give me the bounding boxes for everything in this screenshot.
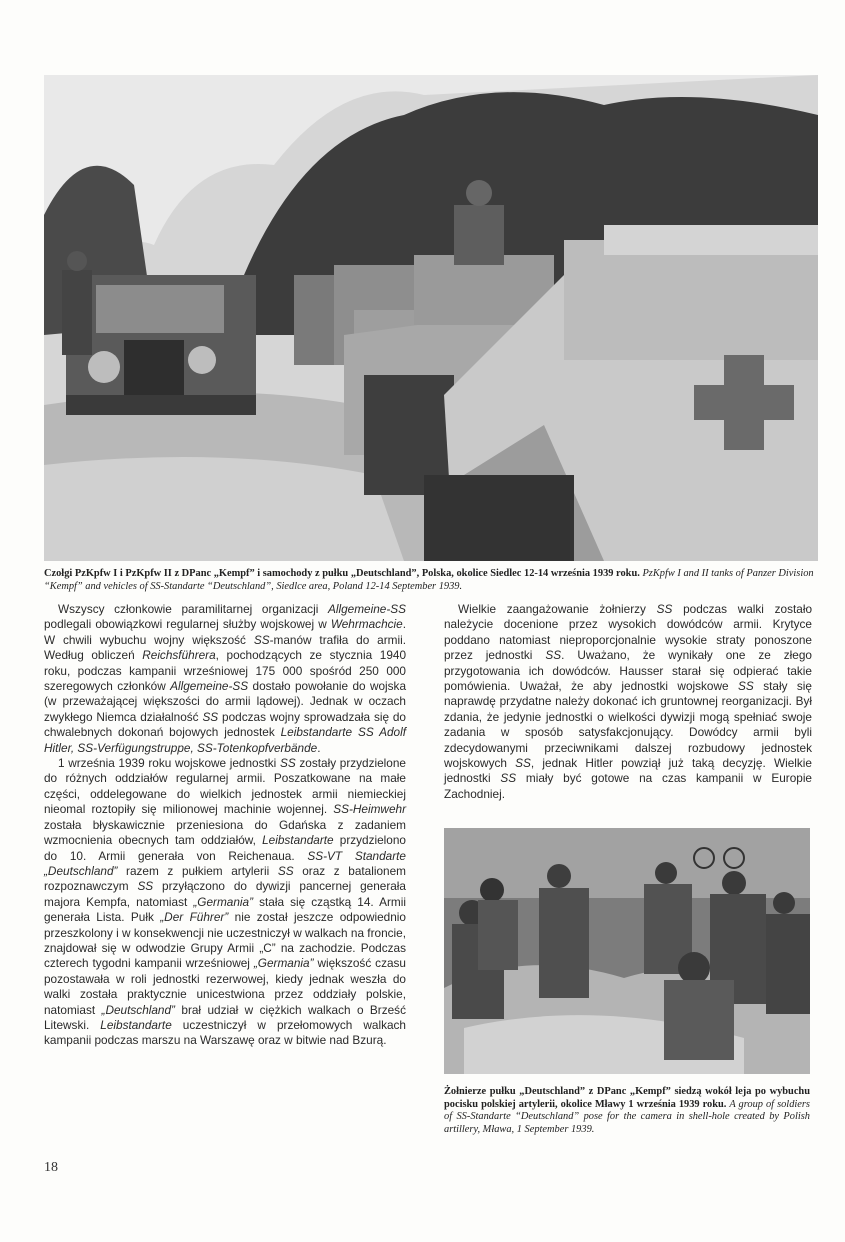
paragraph: Wszyscy członkowie paramilitarnej organizacji Allgemeine-SS podlegali obowiązkowi regularnej służby wojskowej w Wehrmachcie. W chwili wybuchu wojny większość SS-manów trafiła do armii. Według obliczeń Reichsführera, pochodzących ze stycznia 1940 roku, podczas kampanii wrześniowej 175 000 spośród 250 000 szeregowych członków Allgemeine-SS dostało powołanie do wojska (w przeważającej większości do armii lądowej). Jednak w oczach zwykłego Niemca działalność SS podczas wojny sprowadzała się do chwalebnych dokonań bojowych jednostek Leibstandarte SS Adolf Hitler, SS-Verfügungstruppe, SS-Totenkopfverbände.	[44, 602, 407, 755]
photo-soldiers-shell-hole	[444, 828, 810, 1074]
caption-top-polish: Czołgi PzKpfw I i PzKpfw II z DPanc „Kempf” i samochody z pułku „Deutschland”, Polska, okolice Siedlec 12-14 września 1939 roku.	[44, 568, 640, 579]
caption-bottom-polish: Żołnierze pułku „Deutschland” z DPanc „Kempf” siedzą wokół leja po wybuchu pocisku polskiej artylerii, okolice Mławy 1 września 1939 roku.	[444, 1086, 810, 1110]
paragraph: 1 września 1939 roku wojskowe jednostki SS zostały przydzielone do różnych oddziałów regularnej armii. Poszatkowane na małe części, oddelegowane do wielkich jednostek armii niemieckiej nieomal roztopiły się milionowej machinie wojennej. SS-Heimwehr została błyskawicznie przeniesiona do Gdańska z zadaniem wzmocnienia obecnych tam oddziałów, Leibstandarte przydzielono do 10. Armii generała von Reichenaua. SS-VT Standarte „Deutschland” razem z pułkiem artylerii SS oraz z batalionem rozpoznawczym SS przyłączono do dywizji pancernej generała majora Kempfa, natomiast „Germania” stała się cząstką 14. Armii generała Lista. Pułk „Der Führer” nie został jeszcze odpowiednio przeszkolony i w konsekwencji nie uczestniczył w walkach na froncie, znajdował się w odwodzie Grupy Armii „C” na zachodzie. Podczas czterech tygodni kampanii wrześniowej „Germania” większość czasu pozostawała w roli jednostki rezerwowej, kiedy jednak weszła do walki została praktycznie unicestwiona przez oddziały polskie, natomiast „Deutschland” brał udział w ciężkich walkach o Brześć Litewski. Leibstandarte uczestniczył w przełomowych walkach kampanii podczas marszu na Warszawę oraz w bitwie nad Bzurą.	[44, 756, 406, 1048]
caption-top-photo	[44, 568, 820, 593]
photo-soldiers-illustration	[444, 828, 810, 1074]
caption-top-english: PzKpfw I and II tanks of Panzer Division “Kempf” and vehicles of SS-Standarte “Deutschland”, Siedlce area, Poland 12-14 September 1939.	[44, 568, 814, 592]
text-column-right	[444, 602, 812, 802]
page-number: 18	[44, 1160, 58, 1175]
caption-bottom-english: A group of soldiers of SS-Standarte “Deutschland” pose for the camera in shell-hole created by Polish artillery, Mława, 1 September 1939.	[444, 1098, 810, 1135]
text-column-left	[44, 602, 406, 1049]
photo-tanks-illustration	[44, 75, 818, 561]
caption-bottom-photo	[444, 1086, 810, 1136]
photo-tanks-column	[44, 75, 818, 561]
paragraph: Wielkie zaangażowanie żołnierzy SS podczas walki zostało należycie docenione przez wysokich dowódców armii. Krytyce poddano natomiast nieproporcjonalnie wysokie straty ponoszone przez jednostki SS. Uważano, że wynikały one ze złego przygotowania ich dowódców. Hausser starał się odpierać takie pomówienia. Uważał, że aby jednostki wojskowe SS stały się naprawdę przydatne należy dokonać ich gruntownej reorganizacji. Był zdania, że jedynie jednostki o wielkości dywizji mogą spełniać swoje zadania w sposób satysfakcjonujący. Dowódcy armii byli zdecydowanymi przeciwnikami dalszej rozbudowy jednostek wojskowych SS, jednak Hitler powziął już taką decyzję. Wielkie jednostki SS miały być gotowe na czas kampanii w Europie Zachodniej.	[444, 602, 813, 801]
